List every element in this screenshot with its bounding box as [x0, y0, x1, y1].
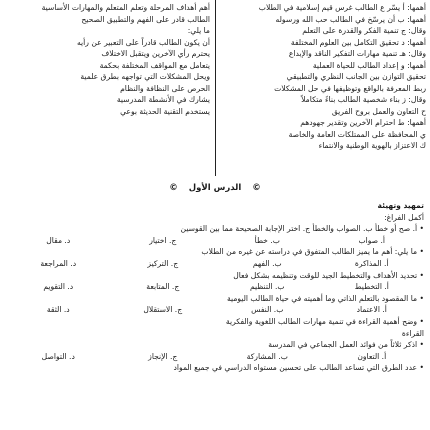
- option: ج. التركيز: [147, 258, 179, 268]
- option: ج. الاستقلال: [143, 305, 183, 315]
- section-heading: [0, 183, 430, 193]
- question-1-options: [6, 235, 424, 247]
- option: ج. المتابعة: [146, 282, 180, 292]
- text-line: أهمها: د تحقيق التكامل بين العلوم المختلفة: [290, 37, 426, 47]
- column-divider: [215, 0, 216, 176]
- text-line: يتعامل مع المواقف المختلفة بحكمة: [99, 60, 210, 70]
- question-6-options: [6, 351, 424, 363]
- question-3: • تحديد الأهداف والتخطيط الجيد للوقت وتنظيمه بشكل فعال: [6, 270, 424, 282]
- question-2: • ما يلي: أهم ما يميز الطالب المتفوق في دراسته عن غيره من الطلاب: [6, 246, 424, 258]
- text-line: ويحل المشكلات التي تواجهه بطرق علمية: [80, 72, 210, 81]
- text-line: وقال: هـ تنمية مهارات التفكير الناقد والإبداع: [288, 49, 426, 58]
- text-line: أهم أهداف المرحلة وتعلم المتعلم والمهارات الأساسية: [41, 3, 210, 12]
- lesson-intro: أكمل الفراغ:: [384, 212, 424, 222]
- question-5: • وضح أهمية القراءة في تنمية مهارات الطالب اللغوية والفكرية: [6, 316, 424, 328]
- text-line: أهمها: ب أن يرسّخ في الطالب حب الله ورسوله: [275, 14, 426, 24]
- text-line: ح التعاون والعمل بروح الفريق: [331, 106, 426, 116]
- option: ج. الإنجاز: [148, 351, 178, 361]
- section-marker-right: ©: [252, 183, 261, 193]
- question-4: • ما المقصود بالتعلم الذاتي وما أهميته في حياة الطالب اليومية: [6, 293, 424, 305]
- top-left-column: [4, 2, 210, 117]
- option: أ. المذاكرة: [354, 258, 389, 268]
- option: د. التواصل: [41, 351, 75, 361]
- text-line: أن يكون الطالب قادراً على التعبير عن رأيه: [76, 37, 210, 47]
- text-line: يحترم رأي الآخرين ويتقبل الاختلاف: [101, 49, 210, 58]
- option: أ. صواب: [358, 235, 386, 245]
- option: أ. التعاون: [357, 351, 387, 361]
- question-2-options: [6, 258, 424, 270]
- question-5-sub: القراءة: [401, 328, 424, 338]
- question-7: • عدد الطرق التي تساعد الطالب على تحسين مستواه الدراسي في جميع المواد: [6, 362, 424, 374]
- text-line: ربط المعرفة بالواقع وتوظيفها في حل المشكلات: [274, 83, 426, 93]
- text-line: يستخدم التقنية الحديثة بوعي: [120, 106, 210, 116]
- option: د. الثقة: [46, 305, 70, 315]
- option: ج. اختيار: [149, 235, 177, 245]
- text-line: يشارك في الأنشطة المدرسية: [116, 95, 210, 104]
- option: أ. الاعتماد: [356, 305, 387, 315]
- option: ب. التنظيم: [249, 282, 285, 292]
- text-line: تحقيق التوازن بين الجانب النظري والتطبيقي: [286, 72, 426, 81]
- option: ب. النفس: [251, 305, 284, 315]
- section-marker-left: ©: [169, 183, 178, 193]
- text-line: ي المحافظة على الممتلكات العامة والخاصة: [288, 129, 426, 139]
- question-4-options: [6, 304, 424, 316]
- text-line: ما يلي:: [187, 26, 210, 35]
- option: ب. المشاركة: [246, 351, 288, 361]
- lesson-heading: تمهيد وتهيئة: [377, 201, 424, 210]
- option: د. مقال: [46, 235, 71, 245]
- option: د. التقويم: [43, 282, 74, 292]
- text-line: الطالب قادر على الفهم والتطبيق الصحيح: [81, 14, 210, 24]
- question-6: • اذكر ثلاثاً من فوائد العمل الجماعي في المدرسة: [6, 339, 424, 351]
- option: د. المراجعة: [40, 258, 77, 268]
- top-right-column: [220, 2, 426, 152]
- text-line: الحرص على النظافة والنظام: [120, 83, 210, 93]
- question-3-options: [6, 281, 424, 293]
- question-1: • أ. صح أو خطأ ب. الصواب والخطأ ج. اختر الإجابة الصحيحة مما بين القوسين: [6, 223, 424, 235]
- text-line: أهمها: و إعداد الطالب للحياة العملية: [312, 60, 426, 70]
- text-line: وقال: ز بناء شخصية الطالب بناءً متكاملاً: [301, 95, 426, 104]
- lesson-body: [6, 200, 424, 374]
- text-line: أهمها: أ يسّر ع الطالب غرس قيم إسلامية في الطلاب: [258, 3, 426, 12]
- section-title-text: الدرس الأول: [188, 183, 242, 193]
- text-line: أهمها: ط احترام الآخرين وتقدير جهودهم: [300, 118, 426, 127]
- text-line: وقال: ج تنمية الفكر والقدرة على التعلم: [302, 26, 426, 35]
- option: أ. التخطيط: [354, 282, 389, 292]
- option: ب. الفهم: [252, 258, 282, 268]
- option: ب. خطأ: [254, 235, 280, 245]
- text-line: ك الاعتزاز بالهوية الوطنية والانتماء: [318, 141, 426, 150]
